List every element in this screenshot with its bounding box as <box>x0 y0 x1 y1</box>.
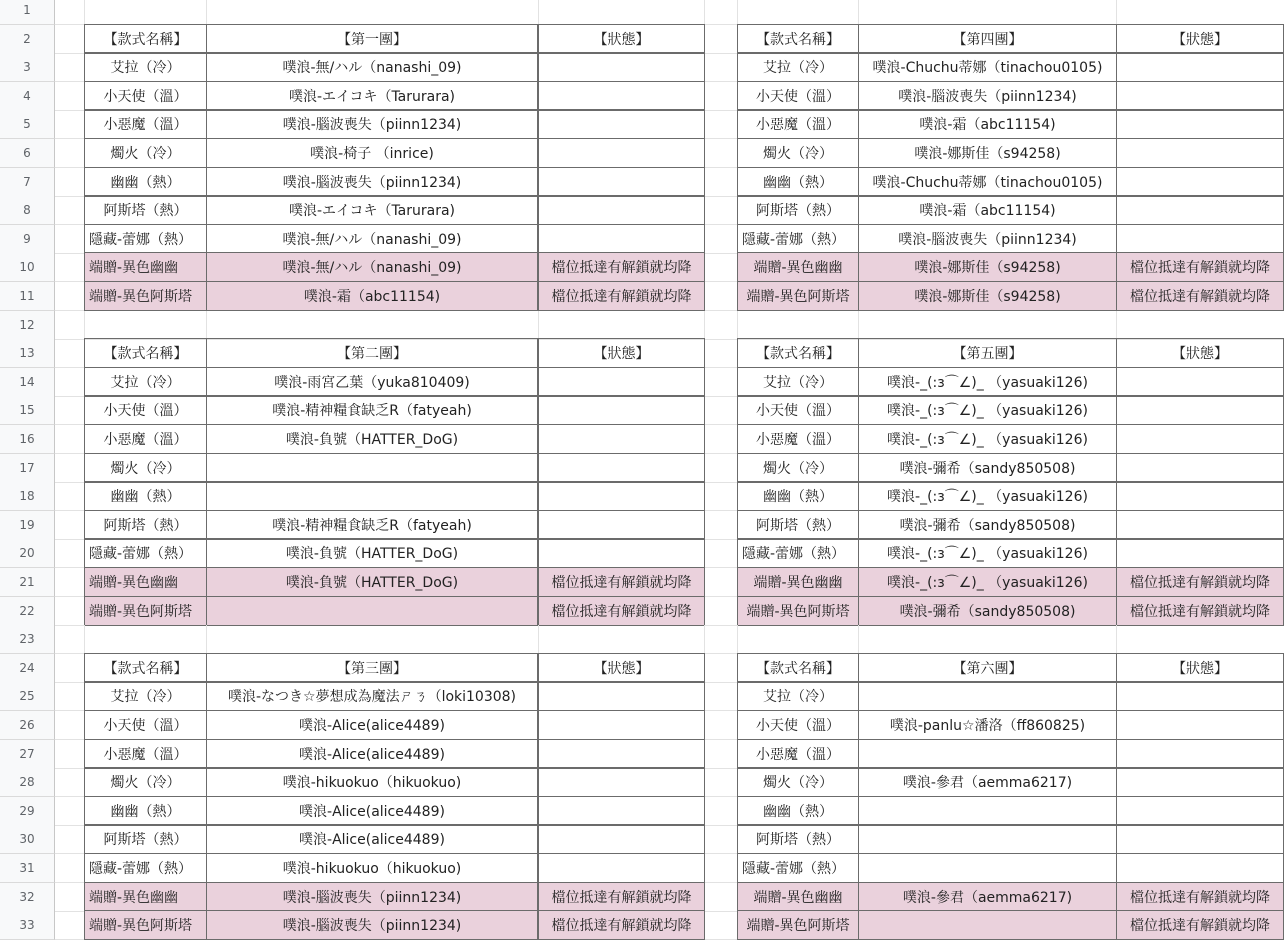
member-cell[interactable]: 噗浪-Alice(alice4489) <box>206 710 538 740</box>
row-number[interactable]: 8 <box>0 196 55 225</box>
style-name-cell[interactable]: 燭火（冷） <box>84 138 207 168</box>
grid-line <box>84 311 85 340</box>
member-cell[interactable] <box>206 453 538 483</box>
row-number[interactable]: 22 <box>0 597 55 626</box>
member-cell[interactable]: 噗浪-エイコキ（Tarurara) <box>206 81 538 111</box>
sheet-row <box>0 825 1284 854</box>
style-name-cell[interactable]: 艾拉（冷） <box>84 52 207 82</box>
member-cell[interactable]: 噗浪-無/ハル（nanashi_09) <box>206 52 538 82</box>
header-style-cell[interactable]: 【款式名稱】 <box>84 338 207 368</box>
status-cell[interactable] <box>1116 681 1284 711</box>
member-cell[interactable]: 噗浪-負號（HATTER_DoG) <box>206 424 538 454</box>
row-number[interactable]: 7 <box>0 168 55 197</box>
member-cell[interactable]: 噗浪-_(:з⌒∠)_ （yasuaki126) <box>858 395 1117 425</box>
status-cell[interactable]: 檔位抵達有解鎖就均降 <box>1116 252 1284 282</box>
style-name-cell[interactable]: 幽幽（熱） <box>737 796 859 826</box>
row-number[interactable]: 9 <box>0 225 55 254</box>
style-name-cell[interactable]: 端贈-異色阿斯塔 <box>84 281 207 311</box>
style-name-cell[interactable]: 燭火（冷） <box>737 138 859 168</box>
status-cell[interactable]: 檔位抵達有解鎖就均降 <box>538 596 705 626</box>
status-cell[interactable] <box>538 481 705 511</box>
member-cell[interactable]: 噗浪-霜（abc11154) <box>858 109 1117 139</box>
member-cell[interactable]: 噗浪-無/ハル（nanashi_09) <box>206 252 538 282</box>
style-name-cell[interactable]: 阿斯塔（熱） <box>737 824 859 854</box>
status-cell[interactable] <box>538 710 705 740</box>
member-cell[interactable]: 噗浪-Chuchu蒂娜（tinachou0105) <box>858 167 1117 197</box>
member-cell[interactable] <box>858 739 1117 769</box>
header-status-cell[interactable]: 【狀態】 <box>1116 24 1284 54</box>
style-name-cell[interactable]: 小惡魔（溫） <box>737 424 859 454</box>
style-name-cell[interactable]: 小天使（溫） <box>737 81 859 111</box>
sheet-row <box>0 911 1284 940</box>
status-cell[interactable] <box>1116 739 1284 769</box>
row-number[interactable]: 13 <box>0 339 55 368</box>
sheet-row <box>0 625 1284 654</box>
style-name-cell[interactable]: 燭火（冷） <box>737 453 859 483</box>
style-name-cell[interactable]: 端贈-異色幽幽 <box>84 252 207 282</box>
status-cell[interactable] <box>538 109 705 139</box>
grid-line <box>858 625 859 654</box>
row-number[interactable]: 15 <box>0 396 55 425</box>
style-name-cell[interactable]: 艾拉（冷） <box>737 681 859 711</box>
sheet-row <box>0 225 1284 254</box>
style-name-cell[interactable]: 隱藏-蕾娜（熱） <box>84 224 207 254</box>
sheet-row <box>0 711 1284 740</box>
member-cell[interactable]: 噗浪-_(:з⌒∠)_ （yasuaki126) <box>858 481 1117 511</box>
sheet-row <box>0 110 1284 139</box>
style-name-cell[interactable]: 燭火（冷） <box>84 767 207 797</box>
sheet-row <box>0 654 1284 683</box>
sheet-row <box>0 53 1284 82</box>
header-group-cell[interactable]: 【第三團】 <box>206 653 538 683</box>
member-cell[interactable] <box>858 824 1117 854</box>
sheet-row <box>0 597 1284 626</box>
member-cell[interactable]: 噗浪-panlu☆潘洛（ff860825) <box>858 710 1117 740</box>
member-cell[interactable]: 噗浪-娜斯佳（s94258) <box>858 138 1117 168</box>
row-number[interactable]: 12 <box>0 311 55 340</box>
header-group-cell[interactable]: 【第五團】 <box>858 338 1117 368</box>
row-number[interactable]: 4 <box>0 82 55 111</box>
row-number[interactable]: 20 <box>0 539 55 568</box>
row-number[interactable]: 30 <box>0 825 55 854</box>
row-number[interactable]: 25 <box>0 682 55 711</box>
row-number[interactable]: 11 <box>0 282 55 311</box>
member-cell[interactable]: 噗浪-_(:з⌒∠)_ （yasuaki126) <box>858 567 1117 597</box>
header-group-cell[interactable]: 【第六團】 <box>858 653 1117 683</box>
sheet-row <box>0 454 1284 483</box>
header-style-cell[interactable]: 【款式名稱】 <box>84 24 207 54</box>
style-name-cell[interactable]: 艾拉（冷） <box>84 367 207 397</box>
member-cell[interactable]: 噗浪-腦波喪失（piinn1234) <box>206 910 538 940</box>
row-number[interactable]: 16 <box>0 425 55 454</box>
row-number[interactable]: 17 <box>0 454 55 483</box>
style-name-cell[interactable]: 端贈-異色幽幽 <box>737 252 859 282</box>
row-number[interactable]: 32 <box>0 883 55 912</box>
style-name-cell[interactable]: 小惡魔（溫） <box>84 109 207 139</box>
grid-line <box>538 311 539 340</box>
member-cell[interactable]: 噗浪-エイコキ（Tarurara) <box>206 195 538 225</box>
style-name-cell[interactable]: 阿斯塔（熱） <box>84 195 207 225</box>
status-cell[interactable] <box>1116 481 1284 511</box>
style-name-cell[interactable]: 端贈-異色幽幽 <box>84 567 207 597</box>
status-cell[interactable] <box>1116 424 1284 454</box>
grid-line <box>538 625 539 654</box>
status-cell[interactable] <box>538 739 705 769</box>
grid-line <box>538 0 539 25</box>
status-cell[interactable]: 檔位抵達有解鎖就均降 <box>538 567 705 597</box>
status-cell[interactable] <box>538 767 705 797</box>
header-style-cell[interactable]: 【款式名稱】 <box>84 653 207 683</box>
style-name-cell[interactable]: 阿斯塔（熱） <box>737 195 859 225</box>
row-number[interactable]: 5 <box>0 110 55 139</box>
style-name-cell[interactable]: 小天使（溫） <box>84 710 207 740</box>
grid-line <box>84 625 85 654</box>
member-cell[interactable]: 噗浪-霜（abc11154) <box>858 195 1117 225</box>
status-cell[interactable] <box>1116 138 1284 168</box>
row-number[interactable]: 33 <box>0 911 55 940</box>
status-cell[interactable] <box>1116 453 1284 483</box>
status-cell[interactable] <box>1116 81 1284 111</box>
style-name-cell[interactable]: 艾拉（冷） <box>84 681 207 711</box>
member-cell[interactable]: 噗浪-精神糧食缺乏R（fatyeah) <box>206 510 538 540</box>
status-cell[interactable] <box>538 52 705 82</box>
grid-line <box>704 311 705 340</box>
header-style-cell[interactable]: 【款式名稱】 <box>737 653 859 683</box>
style-name-cell[interactable]: 小惡魔（溫） <box>84 424 207 454</box>
member-cell[interactable]: 噗浪-雨宮乙葉（yuka810409) <box>206 367 538 397</box>
grid-line <box>206 0 207 25</box>
grid-line <box>1116 625 1117 654</box>
status-cell[interactable] <box>538 224 705 254</box>
member-cell[interactable]: 噗浪-hikuokuo（hikuokuo) <box>206 767 538 797</box>
status-cell[interactable] <box>538 824 705 854</box>
grid-line <box>1116 311 1117 340</box>
member-cell[interactable]: 噗浪-_(:з⌒∠)_ （yasuaki126) <box>858 424 1117 454</box>
header-status-cell[interactable]: 【狀態】 <box>538 24 705 54</box>
member-cell[interactable]: 噗浪-參君（aemma6217) <box>858 767 1117 797</box>
style-name-cell[interactable]: 幽幽（熱） <box>737 167 859 197</box>
row-number[interactable]: 10 <box>0 253 55 282</box>
status-cell[interactable] <box>538 367 705 397</box>
member-cell[interactable]: 噗浪-Alice(alice4489) <box>206 796 538 826</box>
member-cell[interactable]: 噗浪-_(:з⌒∠)_ （yasuaki126) <box>858 538 1117 568</box>
style-name-cell[interactable]: 端贈-異色阿斯塔 <box>84 910 207 940</box>
row-number[interactable]: 2 <box>0 25 55 54</box>
grid-line <box>206 625 207 654</box>
style-name-cell[interactable]: 小天使（溫） <box>737 710 859 740</box>
status-cell[interactable] <box>538 395 705 425</box>
row-number[interactable]: 21 <box>0 568 55 597</box>
member-cell[interactable]: 噗浪-彌希（sandy850508) <box>858 453 1117 483</box>
sheet-row <box>0 282 1284 311</box>
grid-line <box>737 0 738 25</box>
grid-line <box>704 625 705 654</box>
sheet-row <box>0 682 1284 711</box>
style-name-cell[interactable]: 小惡魔（溫） <box>737 739 859 769</box>
status-cell[interactable] <box>1116 796 1284 826</box>
style-name-cell[interactable]: 艾拉（冷） <box>737 52 859 82</box>
style-name-cell[interactable]: 隱藏-蕾娜（熱） <box>84 853 207 883</box>
member-cell[interactable]: 噗浪-精神糧食缺乏R（fatyeah) <box>206 395 538 425</box>
style-name-cell[interactable]: 幽幽（熱） <box>84 796 207 826</box>
style-name-cell[interactable]: 端贈-異色阿斯塔 <box>737 281 859 311</box>
style-name-cell[interactable]: 端贈-異色幽幽 <box>737 567 859 597</box>
row-number[interactable]: 26 <box>0 711 55 740</box>
sheet-row <box>0 396 1284 425</box>
status-cell[interactable]: 檔位抵達有解鎖就均降 <box>538 882 705 912</box>
style-name-cell[interactable]: 隱藏-蕾娜（熱） <box>737 853 859 883</box>
member-cell[interactable] <box>858 910 1117 940</box>
status-cell[interactable]: 檔位抵達有解鎖就均降 <box>1116 910 1284 940</box>
status-cell[interactable]: 檔位抵達有解鎖就均降 <box>538 252 705 282</box>
header-style-cell[interactable]: 【款式名稱】 <box>737 338 859 368</box>
style-name-cell[interactable]: 阿斯塔（熱） <box>737 510 859 540</box>
member-cell[interactable] <box>858 853 1117 883</box>
status-cell[interactable]: 檔位抵達有解鎖就均降 <box>1116 567 1284 597</box>
row-number[interactable]: 29 <box>0 797 55 826</box>
row-number[interactable]: 27 <box>0 740 55 769</box>
row-number[interactable]: 3 <box>0 53 55 82</box>
member-cell[interactable]: 噗浪-なつき☆夢想成為魔法ㄕㄋ（loki10308) <box>206 681 538 711</box>
status-cell[interactable] <box>538 167 705 197</box>
status-cell[interactable] <box>1116 395 1284 425</box>
style-name-cell[interactable]: 隱藏-蕾娜（熱） <box>737 538 859 568</box>
status-cell[interactable] <box>538 453 705 483</box>
header-status-cell[interactable]: 【狀態】 <box>1116 338 1284 368</box>
status-cell[interactable] <box>1116 52 1284 82</box>
sheet-row <box>0 768 1284 797</box>
header-style-cell[interactable]: 【款式名稱】 <box>737 24 859 54</box>
style-name-cell[interactable]: 阿斯塔（熱） <box>84 510 207 540</box>
grid-line <box>704 0 705 25</box>
style-name-cell[interactable]: 燭火（冷） <box>737 767 859 797</box>
member-cell[interactable]: 噗浪-_(:з⌒∠)_ （yasuaki126) <box>858 367 1117 397</box>
status-cell[interactable] <box>1116 167 1284 197</box>
member-cell[interactable]: 噗浪-娜斯佳（s94258) <box>858 281 1117 311</box>
member-cell[interactable]: 噗浪-Alice(alice4489) <box>206 739 538 769</box>
member-cell[interactable]: 噗浪-負號（HATTER_DoG) <box>206 567 538 597</box>
member-cell[interactable] <box>858 681 1117 711</box>
style-name-cell[interactable]: 幽幽（熱） <box>84 167 207 197</box>
member-cell[interactable]: 噗浪-負號（HATTER_DoG) <box>206 538 538 568</box>
style-name-cell[interactable]: 艾拉（冷） <box>737 367 859 397</box>
member-cell[interactable]: 噗浪-椅子 （inrice) <box>206 138 538 168</box>
status-cell[interactable] <box>538 138 705 168</box>
style-name-cell[interactable]: 隱藏-蕾娜（熱） <box>737 224 859 254</box>
member-cell[interactable] <box>206 596 538 626</box>
sheet-row <box>0 854 1284 883</box>
sheet-row <box>0 740 1284 769</box>
status-cell[interactable]: 檔位抵達有解鎖就均降 <box>538 281 705 311</box>
status-cell[interactable]: 檔位抵達有解鎖就均降 <box>1116 882 1284 912</box>
member-cell[interactable]: 噗浪-霜（abc11154) <box>206 281 538 311</box>
status-cell[interactable] <box>1116 767 1284 797</box>
member-cell[interactable] <box>206 481 538 511</box>
status-cell[interactable]: 檔位抵達有解鎖就均降 <box>1116 596 1284 626</box>
sheet-row <box>0 168 1284 197</box>
style-name-cell[interactable]: 小天使（溫） <box>737 395 859 425</box>
style-name-cell[interactable]: 阿斯塔（熱） <box>84 824 207 854</box>
status-cell[interactable]: 檔位抵達有解鎖就均降 <box>1116 281 1284 311</box>
status-cell[interactable] <box>1116 367 1284 397</box>
status-cell[interactable] <box>1116 510 1284 540</box>
row-number[interactable]: 1 <box>0 0 55 25</box>
sheet-row <box>0 368 1284 397</box>
status-cell[interactable] <box>1116 710 1284 740</box>
style-name-cell[interactable]: 端贈-異色幽幽 <box>84 882 207 912</box>
style-name-cell[interactable]: 端贈-異色阿斯塔 <box>84 596 207 626</box>
status-cell[interactable] <box>538 853 705 883</box>
style-name-cell[interactable]: 小惡魔（溫） <box>737 109 859 139</box>
sheet-row <box>0 139 1284 168</box>
sheet-row <box>0 539 1284 568</box>
status-cell[interactable] <box>538 538 705 568</box>
header-group-cell[interactable]: 【第二團】 <box>206 338 538 368</box>
style-name-cell[interactable]: 小天使（溫） <box>84 395 207 425</box>
member-cell[interactable]: 噗浪-腦波喪失（piinn1234) <box>206 167 538 197</box>
status-cell[interactable] <box>538 681 705 711</box>
member-cell[interactable]: 噗浪-腦波喪失（piinn1234) <box>858 81 1117 111</box>
status-cell[interactable] <box>1116 538 1284 568</box>
member-cell[interactable]: 噗浪-腦波喪失（piinn1234) <box>206 882 538 912</box>
grid-line <box>1116 0 1117 25</box>
header-group-cell[interactable]: 【第一團】 <box>206 24 538 54</box>
grid-line <box>84 0 85 25</box>
grid-line <box>858 0 859 25</box>
header-status-cell[interactable]: 【狀態】 <box>538 338 705 368</box>
status-cell[interactable] <box>538 796 705 826</box>
sheet-row <box>0 311 1284 340</box>
status-cell[interactable] <box>538 195 705 225</box>
style-name-cell[interactable]: 小惡魔（溫） <box>84 739 207 769</box>
grid-line <box>737 311 738 340</box>
grid-line <box>858 311 859 340</box>
status-cell[interactable] <box>1116 109 1284 139</box>
sheet-row <box>0 797 1284 826</box>
row-number[interactable]: 28 <box>0 768 55 797</box>
style-name-cell[interactable]: 端贈-異色阿斯塔 <box>737 910 859 940</box>
member-cell[interactable]: 噗浪-腦波喪失（piinn1234) <box>206 109 538 139</box>
member-cell[interactable]: 噗浪-娜斯佳（s94258) <box>858 252 1117 282</box>
member-cell[interactable]: 噗浪-hikuokuo（hikuokuo) <box>206 853 538 883</box>
status-cell[interactable] <box>1116 224 1284 254</box>
style-name-cell[interactable]: 幽幽（熱） <box>84 481 207 511</box>
status-cell[interactable] <box>1116 195 1284 225</box>
style-name-cell[interactable]: 燭火（冷） <box>84 453 207 483</box>
sheet-row <box>0 25 1284 54</box>
sheet-row <box>0 883 1284 912</box>
row-number[interactable]: 6 <box>0 139 55 168</box>
sheet-row <box>0 339 1284 368</box>
sheet-row <box>0 196 1284 225</box>
header-status-cell[interactable]: 【狀態】 <box>1116 653 1284 683</box>
status-cell[interactable] <box>538 81 705 111</box>
status-cell[interactable] <box>1116 853 1284 883</box>
row-number[interactable]: 14 <box>0 368 55 397</box>
member-cell[interactable]: 噗浪-Chuchu蒂娜（tinachou0105) <box>858 52 1117 82</box>
sheet-row <box>0 425 1284 454</box>
row-number[interactable]: 24 <box>0 654 55 683</box>
style-name-cell[interactable]: 幽幽（熱） <box>737 481 859 511</box>
header-status-cell[interactable]: 【狀態】 <box>538 653 705 683</box>
member-cell[interactable]: 噗浪-無/ハル（nanashi_09) <box>206 224 538 254</box>
member-cell[interactable]: 噗浪-Alice(alice4489) <box>206 824 538 854</box>
grid-line <box>206 311 207 340</box>
row-number[interactable]: 18 <box>0 482 55 511</box>
sheet-row <box>0 253 1284 282</box>
row-number[interactable]: 19 <box>0 511 55 540</box>
sheet-row <box>0 568 1284 597</box>
status-cell[interactable] <box>538 510 705 540</box>
style-name-cell[interactable]: 小天使（溫） <box>84 81 207 111</box>
header-group-cell[interactable]: 【第四團】 <box>858 24 1117 54</box>
status-cell[interactable] <box>1116 824 1284 854</box>
member-cell[interactable]: 噗浪-彌希（sandy850508) <box>858 596 1117 626</box>
sheet-row <box>0 82 1284 111</box>
row-number[interactable]: 23 <box>0 625 55 654</box>
status-cell[interactable]: 檔位抵達有解鎖就均降 <box>538 910 705 940</box>
status-cell[interactable] <box>538 424 705 454</box>
style-name-cell[interactable]: 端贈-異色幽幽 <box>737 882 859 912</box>
row-number[interactable]: 31 <box>0 854 55 883</box>
style-name-cell[interactable]: 隱藏-蕾娜（熱） <box>84 538 207 568</box>
style-name-cell[interactable]: 端贈-異色阿斯塔 <box>737 596 859 626</box>
sheet-row <box>0 511 1284 540</box>
sheet-row <box>0 482 1284 511</box>
member-cell[interactable]: 噗浪-腦波喪失（piinn1234) <box>858 224 1117 254</box>
member-cell[interactable]: 噗浪-參君（aemma6217) <box>858 882 1117 912</box>
member-cell[interactable] <box>858 796 1117 826</box>
sheet-row <box>0 0 1284 25</box>
grid-line <box>737 625 738 654</box>
member-cell[interactable]: 噗浪-彌希（sandy850508) <box>858 510 1117 540</box>
